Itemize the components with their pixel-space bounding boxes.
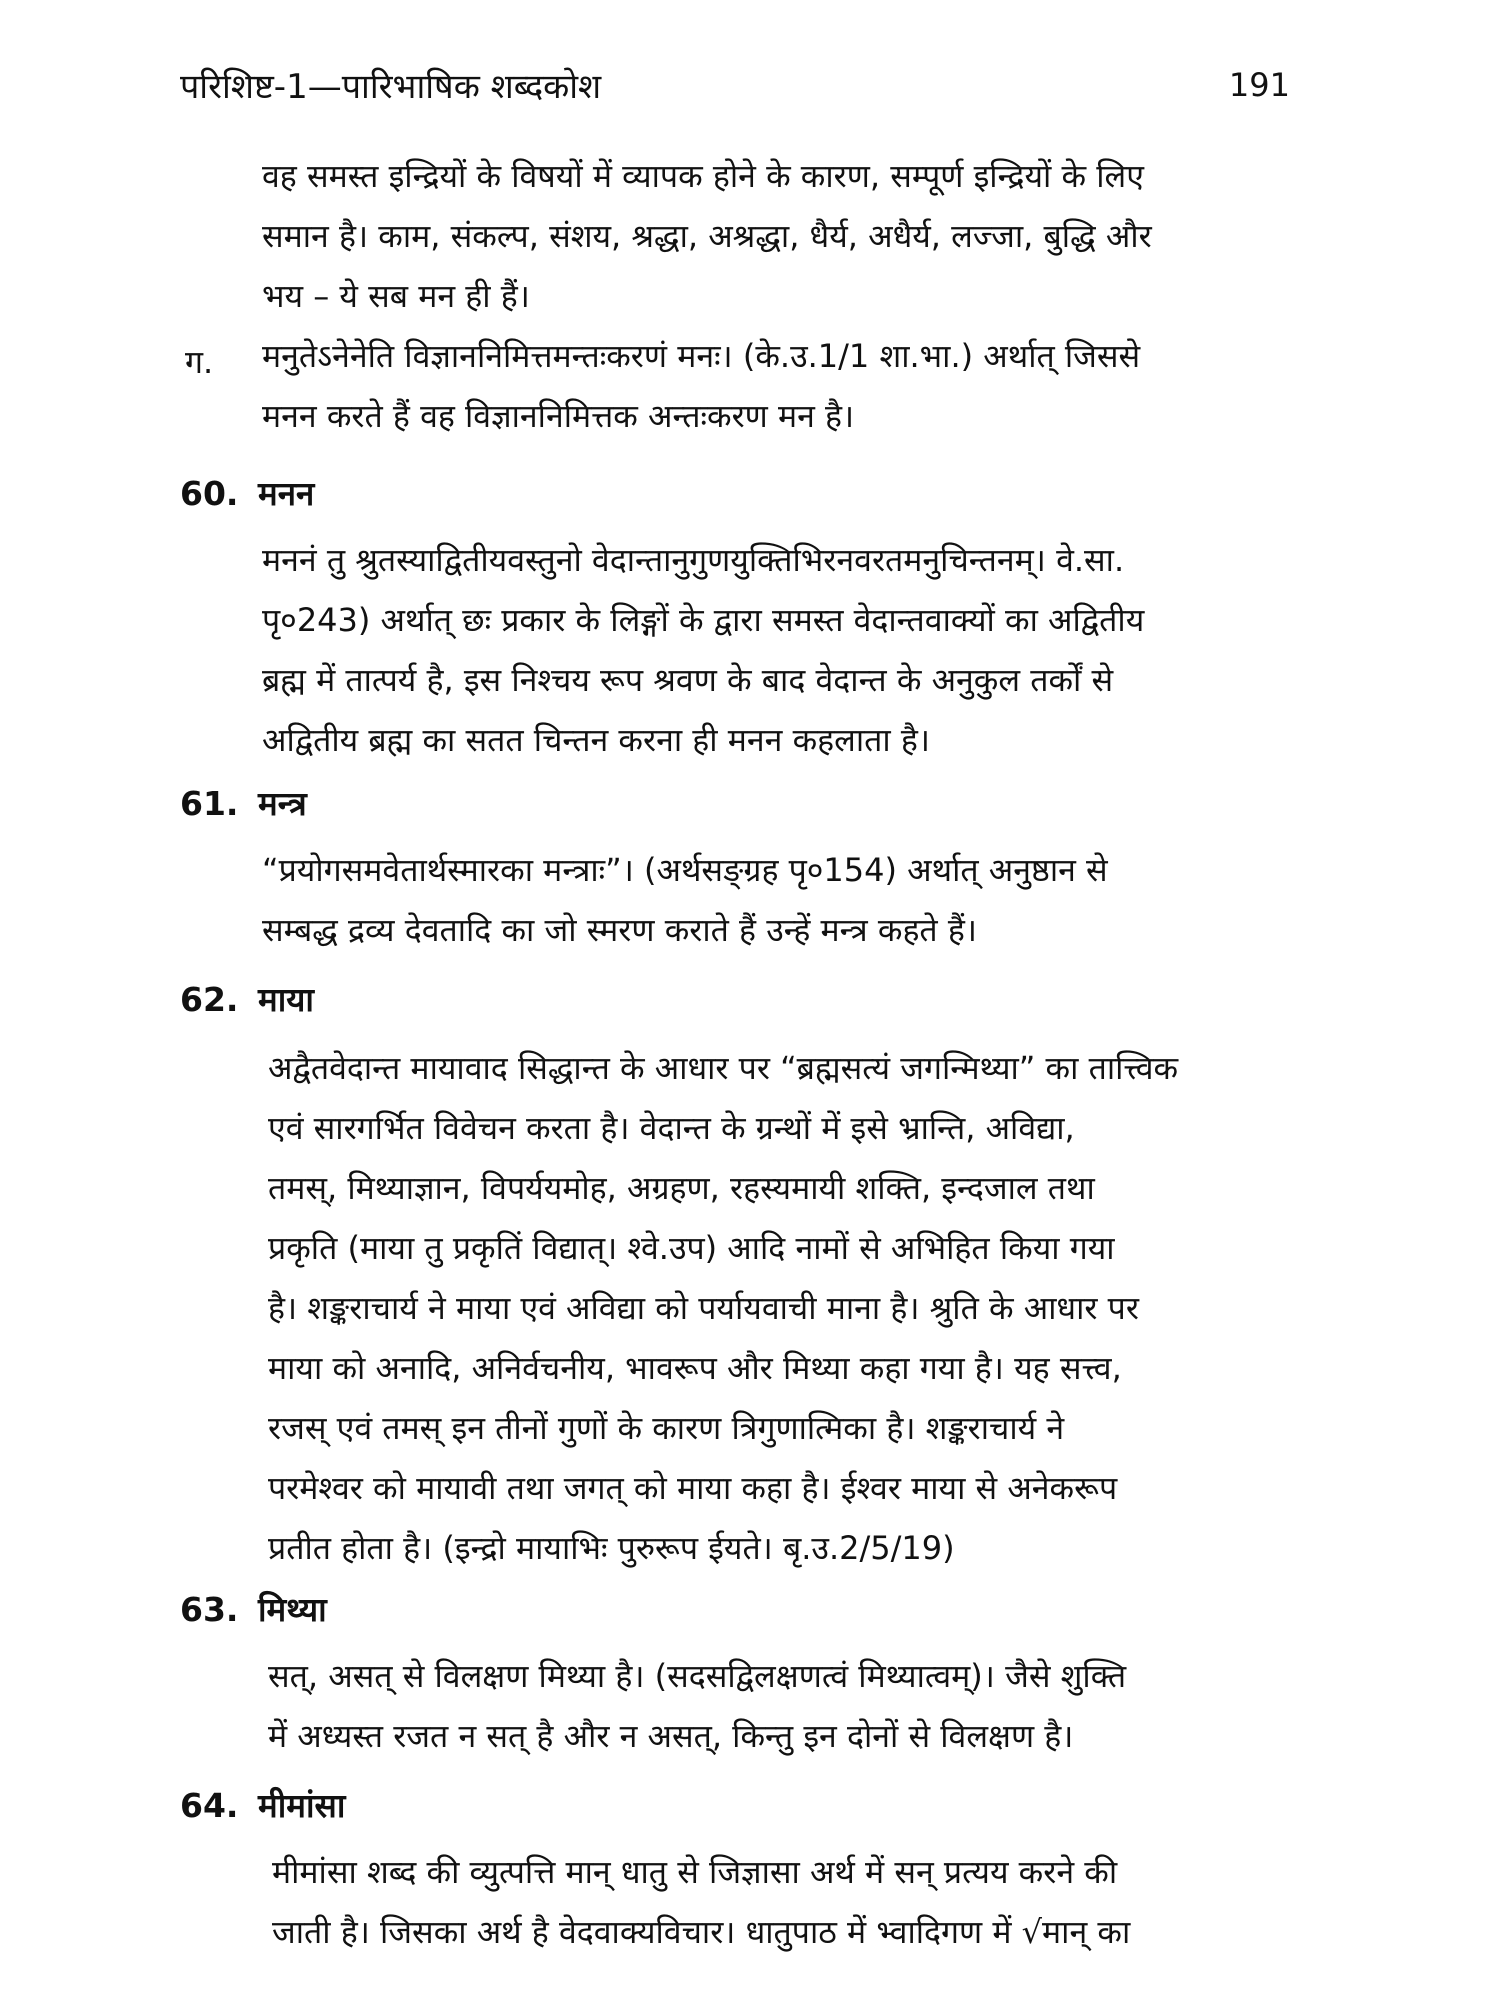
entry-term: मीमांसा xyxy=(258,1786,346,1825)
text-line: परमेश्वर को मायावी तथा जगत् को माया कहा है। ईश्वर माया से अनेकरूप xyxy=(268,1469,1118,1507)
text-line: मनन करते हैं वह विज्ञाननिमित्तक अन्तःकरण मन है। xyxy=(262,397,855,435)
text-line: भय – ये सब मन ही हैं। xyxy=(262,277,530,315)
entry-heading xyxy=(180,470,314,515)
text-line: प्रकृति (माया तु प्रकृतिं विद्यात्। श्वे.उप) आदि नामों से अभिहित किया गया xyxy=(268,1229,1115,1267)
text-line: सम्बद्ध द्रव्य देवतादि का जो स्मरण कराते हैं उन्हें मन्त्र कहते हैं। xyxy=(262,911,977,949)
text-line: वह समस्त इन्द्रियों के विषयों में व्यापक होने के कारण, सम्पूर्ण इन्द्रियों के लिए xyxy=(262,157,1144,195)
text-line: मीमांसा शब्द की व्युत्पत्ति मान् धातु से जिज्ञासा अर्थ में सन् प्रत्यय करने की xyxy=(272,1853,1118,1891)
entry-paragraph xyxy=(272,1842,1292,1962)
intro-paragraph xyxy=(262,146,1292,326)
page-number: 191 xyxy=(1228,66,1290,104)
entry-number: 60. xyxy=(180,474,239,513)
entry-number: 61. xyxy=(180,784,239,823)
entry-term: मिथ्या xyxy=(258,1590,327,1629)
text-line: समान है। काम, संकल्प, संशय, श्रद्धा, अश्रद्धा, धैर्य, अधैर्य, लज्जा, बुद्धि और xyxy=(262,217,1152,255)
entry-number: 64. xyxy=(180,1786,239,1825)
entry-term: मनन xyxy=(258,474,315,513)
entry-paragraph xyxy=(268,1646,1292,1766)
text-line: “प्रयोगसमवेतार्थस्मारका मन्त्राः”। (अर्थसङ्ग्रह पृ०154) अर्थात् अनुष्ठान से xyxy=(262,851,1108,889)
entry-heading xyxy=(180,780,307,825)
text-line: रजस् एवं तमस् इन तीनों गुणों के कारण त्रिगुणात्मिका है। शङ्कराचार्य ने xyxy=(268,1409,1065,1447)
running-title: परिशिष्ट-1—पारिभाषिक शब्दकोश xyxy=(180,67,602,107)
text-line: सत्, असत् से विलक्षण मिथ्या है। (सदसद्विलक्षणत्वं मिथ्यात्वम्)। जैसे शुक्ति xyxy=(268,1657,1127,1695)
text-line: अद्वितीय ब्रह्म का सतत चिन्तन करना ही मनन कहलाता है। xyxy=(262,721,930,759)
text-line: प्रतीत होता है। (इन्द्रो मायाभिः पुरुरूप ईयते। बृ.उ.2/5/19) xyxy=(268,1529,955,1567)
entry-heading xyxy=(180,1782,345,1827)
entry-heading xyxy=(180,976,314,1021)
entry-heading xyxy=(180,1586,327,1631)
text-line: एवं सारगर्भित विवेचन करता है। वेदान्त के ग्रन्थों में इसे भ्रान्ति, अविद्या, xyxy=(268,1109,1075,1147)
text-line: जाती है। जिसका अर्थ है वेदवाक्यविचार। धातुपाठ में भ्वादिगण में √मान् का xyxy=(272,1913,1131,1951)
text-line: तमस्, मिथ्याज्ञान, विपर्ययमोह, अग्रहण, रहस्यमायी शक्ति, इन्दजाल तथा xyxy=(268,1169,1095,1207)
entry-paragraph xyxy=(262,840,1292,960)
text-line: मननं तु श्रुतस्याद्वितीयवस्तुनो वेदान्तानुगुणयुक्तिभिरनवरतमनुचिन्तनम्। वे.सा. xyxy=(262,541,1125,579)
entry-paragraph xyxy=(268,1038,1292,1578)
entry-term: माया xyxy=(258,980,314,1019)
entry-term: मन्त्र xyxy=(258,784,307,823)
item-marker: ग. xyxy=(185,343,214,381)
item-ga-paragraph xyxy=(262,326,1292,446)
page-header xyxy=(180,58,1290,118)
text-line: पृ०243) अर्थात् छः प्रकार के लिङ्गों के द्वारा समस्त वेदान्तवाक्यों का अद्वितीय xyxy=(262,601,1145,639)
text-line: ब्रह्म में तात्पर्य है, इस निश्चय रूप श्रवण के बाद वेदान्त के अनुकुल तर्कों से xyxy=(262,661,1114,699)
text-line: मनुतेऽनेनेति विज्ञाननिमित्तमन्तःकरणं मनः। (के.उ.1/1 शा.भा.) अर्थात् जिससे xyxy=(262,337,1141,375)
entry-number: 62. xyxy=(180,980,239,1019)
entry-number: 63. xyxy=(180,1590,239,1629)
entry-paragraph xyxy=(262,530,1292,770)
text-line: में अध्यस्त रजत न सत् है और न असत्, किन्तु इन दोनों से विलक्षण है। xyxy=(268,1717,1074,1755)
text-line: माया को अनादि, अनिर्वचनीय, भावरूप और मिथ्या कहा गया है। यह सत्त्व, xyxy=(268,1349,1122,1387)
text-line: है। शङ्कराचार्य ने माया एवं अविद्या को पर्यायवाची माना है। श्रुति के आधार पर xyxy=(268,1289,1139,1327)
text-line: अद्वैतवेदान्त मायावाद सिद्धान्त के आधार पर “ब्रह्मसत्यं जगन्मिथ्या” का तात्त्विक xyxy=(268,1049,1179,1087)
